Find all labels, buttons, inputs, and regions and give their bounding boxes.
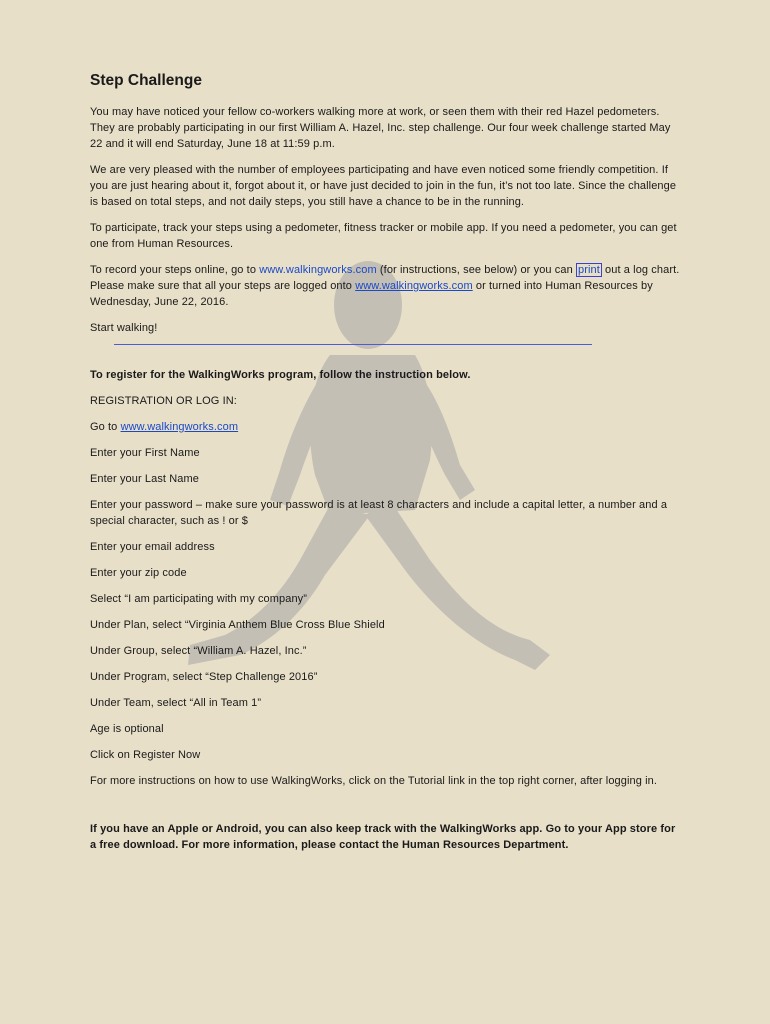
divider-line <box>114 344 592 345</box>
step-age: Age is optional <box>90 723 164 735</box>
walkingworks-link-2[interactable]: www.walkingworks.com <box>355 280 473 292</box>
record-text-2: (for instructions, see below) or you can <box>376 264 576 276</box>
record-steps-paragraph <box>90 262 680 310</box>
step-tutorial: For more instructions on how to use WalkingWorks, click on the Tutorial link in the top right corner, after logging in. <box>90 775 658 787</box>
step-program: Under Program, select “Step Challenge 2016” <box>90 671 318 683</box>
walkingworks-link-3[interactable]: www.walkingworks.com <box>120 421 239 433</box>
register-heading: To register for the WalkingWorks program, follow the instruction below. <box>90 369 471 381</box>
record-text-4: or turned into Human Resources by Wednesday, June 22, 2016. <box>90 280 653 308</box>
step-register: Click on Register Now <box>90 749 201 761</box>
step-email: Enter your email address <box>90 541 215 553</box>
step-last-name: Enter your Last Name <box>90 473 199 485</box>
goto-line <box>90 419 680 435</box>
registration-label: REGISTRATION OR LOG IN: <box>90 395 237 407</box>
print-link[interactable]: print <box>577 264 600 276</box>
participation-paragraph: We are very pleased with the number of employees participating and have even noticed some friendly competition. If you are just hearing about it, forgot about it, or have just decided to join in the fun, it’s not too late. Since the challenge is based on total steps, and not daily steps, you still have a chance to be in the running. <box>90 164 677 208</box>
record-text-1: To record your steps online, go to <box>90 264 260 276</box>
tracking-paragraph: To participate, track your steps using a pedometer, fitness tracker or mobile app. If you need a pedometer, you can get one from Human Resources. <box>90 222 677 250</box>
record-text-3: out a log chart. Please make sure that all your steps are logged onto <box>90 264 680 292</box>
step-group: Under Group, select “William A. Hazel, Inc.” <box>90 645 307 657</box>
walkingworks-link[interactable]: www.walkingworks.com <box>259 264 377 276</box>
step-company: Select “I am participating with my company” <box>90 593 308 605</box>
step-plan: Under Plan, select “Virginia Anthem Blue Cross Blue Shield <box>90 619 385 631</box>
goto-text: Go to <box>90 421 121 433</box>
step-password: Enter your password – make sure your password is at least 8 characters and include a capital letter, a number and a special character, such as ! or $ <box>90 499 668 527</box>
start-walking-text: Start walking! <box>90 322 158 334</box>
intro-paragraph: You may have noticed your fellow co-workers walking more at work, or seen them with their red Hazel pedometers. They are probably participating in our first William A. Hazel, Inc. step challenge. Our four week challenge started May 22 and it will end Saturday, June 18 at 11:59 p.m. <box>90 106 671 150</box>
app-info-paragraph: If you have an Apple or Android, you can also keep track with the WalkingWorks app. Go to your App store for a free download. For more information, please contact the Human Resources Department. <box>90 823 676 851</box>
step-zip: Enter your zip code <box>90 567 187 579</box>
step-team: Under Team, select “All in Team 1” <box>90 697 262 709</box>
document-body <box>90 72 680 863</box>
step-first-name: Enter your First Name <box>90 447 200 459</box>
page-title: Step Challenge <box>90 72 202 89</box>
